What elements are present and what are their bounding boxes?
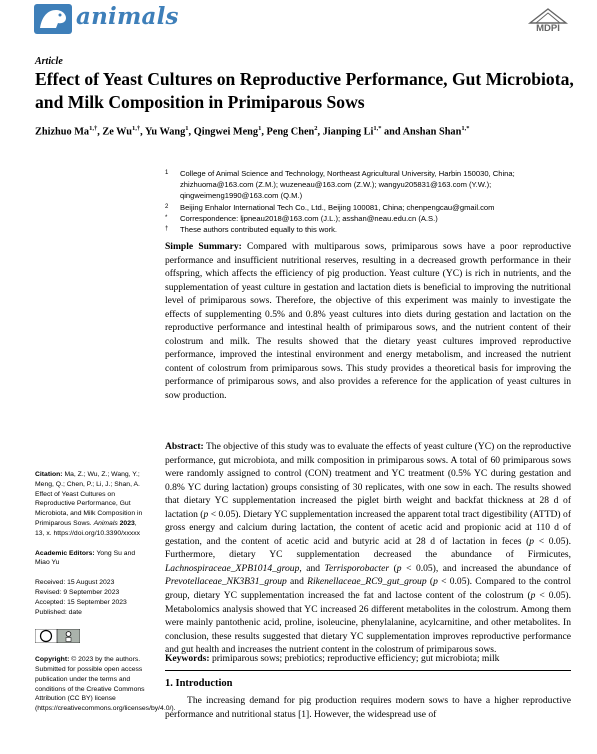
dates: Received: 15 August 2023 Revised: 9 September 2023 Accepted: 15 September 2023 Published: date — [35, 579, 127, 616]
mdpi-logo-icon — [526, 8, 570, 24]
author: Jianping Li — [322, 126, 374, 138]
mdpi-text: MDPI — [536, 23, 560, 34]
author: Zhizhuo Ma — [35, 126, 90, 138]
affiliation-1: 1 College of Animal Science and Technology, Northeast Agricultural University, Harbin 150030, China; zhizhuoma@163.com (Z.M.); wuzeneau@163.com (Z.W.); wangyu205831@163.com (Y.W.); qingweimeng1990@163.com (Q.M.) — [165, 169, 515, 201]
journal-name: animals — [76, 3, 179, 30]
affiliations — [165, 168, 585, 235]
keywords-label: Keywords: — [165, 653, 210, 664]
simple-summary — [165, 240, 571, 403]
section-heading-introduction: 1. Introduction — [165, 678, 233, 689]
author-list: Zhizhuo $Ma^{1,\dagger}$, Ze $Wu^{1,\dagger}$, Yu Wang$^1$, Qingwei Meng$^1$, Peng Chen$^2$, Jianping $Li^{1,*}$ and Anshan Shan$^{1,*}$ — [35, 125, 470, 138]
affiliation-2: 2 Beijing Enhalor International Tech Co., Ltd., Beijing 100081, China; chenpengcau@gmail.com — [165, 202, 495, 212]
abstract: Abstract: The objective of this study was to evaluate the effects of yeast culture (YC) on the reproductive performance, gut microbiota, and milk composition in primiparous sows. A total of 60 primiparous sows were randomly assigned to control (CON) treatment and YC treatment (0.5% YC during gestation and 0.8% YC during lactation) groups consisting of 30 replicates, with one sow in each. The results showed that dietary YC supplementation increased the piglet birth weight and backfat thickness at 28 d of lactation (p < 0.05). Dietary YC supplementation increased the apparent total tract digestibility (ATTD) of gross energy and calcium during lactation, the content of acetic acid and propionic acid at 110 d of gestation, and the content of acetic acid and butyric acid at 28 d of lactation in feces (p < 0.05). Furthermore, dietary YC supplementation decreased the abundance of Firmicutes, Lachnospiraceae_XPB1014_group, and Terrisporobacter (p < 0.05), and increased the abundance of Prevotellaceae_NK3B31_group and Rikenellaceae_RC9_gut_group (p < 0.05). Compared to the control group, dietary YC supplementation increased the fat and lactose content of the colostrum (p < 0.05). Metabolomics analysis showed that YC increased 26 different metabolites in the colostrum. Among them were mainly pantothenic acid, proline, isoleucine, phenylalanine, acylcarnitine, and other metabolites. In conclusion, these results suggested that dietary YC supplementation improves reproductive performance and gut health and increases the nutrient content in the colostrum of primiparous sows. — [165, 441, 571, 656]
simple-summary-label: Simple Summary: — [165, 241, 242, 252]
academic-editors: Academic Editors: Yong Su and Miao Yu — [35, 549, 136, 567]
article-sidebar — [35, 470, 176, 724]
cc-by-license-icon[interactable] — [35, 629, 80, 643]
author: Anshan Shan — [402, 126, 462, 138]
equal-contribution-note: † These authors contributed equally to this work. — [165, 225, 338, 235]
author: Qingwei Meng — [193, 126, 259, 138]
keywords: Keywords: primiparous sows; prebiotics; reproductive efficiency; gut microbiota; milk — [165, 653, 500, 664]
author: Peng Chen — [266, 126, 315, 138]
citation: Citation: Ma, Z.; Wu, Z.; Wang, Y.; Meng, Q.; Chen, P.; Li, J.; Shan, A. Effect of Yeast Cultures on Reproductive Performance, Gut Microbiota, and Milk Composition in Primiparous Sows. Animals 2023, 13, x. https://doi.org/10.3390/xxxxx — [35, 471, 143, 537]
article-type: Article — [35, 56, 63, 67]
correspondence: * Correspondence: ljpneau2018@163.com (J.L.); asshan@neau.edu.cn (A.S.) — [165, 213, 438, 223]
animals-logo-icon — [34, 4, 72, 34]
introduction-paragraph: The increasing demand for pig production requires modern sows to have a higher reproductive performance and nutritional status [1]. However, the widespread use of — [165, 695, 571, 720]
divider — [165, 670, 571, 671]
simple-summary-text: Compared with multiparous sows, primiparous sows have a poor reproductive performance and insufficient nutritional reserves, resulting in a decreased growth performance in their offspring, which affects the efficiency of pig production. Yeast culture (YC) is rich in nutrients, and the supplementation of yeast culture in gestation and lactation diets is beneficial to improving the nutritional level of primiparous sows. Therefore, the objective of this experiment was mainly to investigate the effects of supplementing 0.5% and 0.8% yeast cultures into diets during gestation and lactation on the reproductive performance and intestinal health of primiparous sows, and the nutrient content of their colostrum and milk. The results showed that the dietary yeast cultures improved reproductive performance, improved the intestinal environment and energy metabolism, and increased the nutrient content of colostrum from primiparous sows. This study provides a theoretical basis for improving the performance of primiparous sows, and also provides a reference for the application of yeast cultures in sow production. — [165, 241, 571, 402]
mdpi-logo — [526, 8, 570, 34]
author: Yu Wang — [144, 126, 186, 138]
paper-title: Effect of Yeast Cultures on Reproductive Performance, Gut Microbiota, and Milk Composition in Primiparous Sows — [35, 69, 574, 112]
copyright: Copyright: © 2023 by the authors. Submitted for possible open access publication under the terms and conditions of the Creative Commons Attribution (CC BY) license (https://creativecommons.org/licenses/by/4.0/). — [35, 656, 176, 713]
author: Ze Wu — [102, 126, 133, 138]
abstract-label: Abstract: — [165, 441, 204, 452]
